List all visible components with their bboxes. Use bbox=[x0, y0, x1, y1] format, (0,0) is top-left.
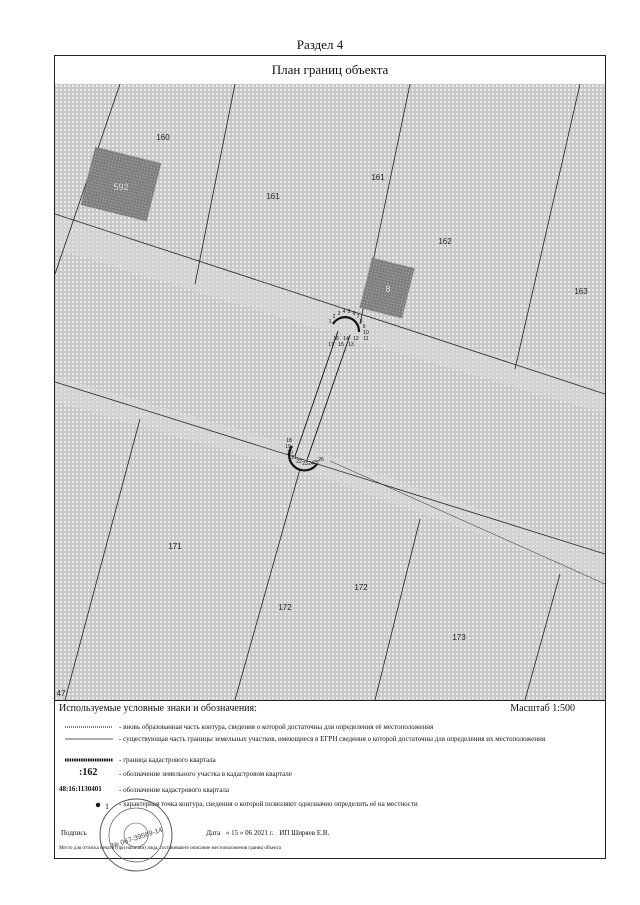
parcel-label: 162 bbox=[438, 237, 452, 246]
point-label: 1 bbox=[328, 319, 332, 325]
legend-item-text: - вновь образованная часть контура, сведения о которой достаточны для определения её местоположения bbox=[119, 723, 434, 731]
point-label: 20 bbox=[287, 450, 293, 456]
point-label: 26 bbox=[318, 457, 324, 463]
parcel-label: 172 bbox=[354, 583, 368, 592]
date-label: Дата bbox=[206, 829, 221, 837]
point-label: 2 bbox=[332, 314, 336, 320]
parcel-label: 160 bbox=[156, 133, 170, 142]
signature-row bbox=[61, 829, 333, 837]
legend-item-text: - характерная точка контура, сведения о которой позволяют однозначно определить её на местности bbox=[119, 800, 418, 808]
building-label: 592 bbox=[113, 182, 129, 192]
map-svg bbox=[55, 84, 605, 700]
legend-item bbox=[55, 783, 605, 795]
parcel-label: 172 bbox=[278, 603, 292, 612]
point-label: 19 bbox=[285, 444, 291, 450]
legend-item bbox=[55, 733, 605, 745]
existing-boundary-symbol bbox=[61, 733, 117, 745]
parcel-symbol: :162 bbox=[79, 767, 98, 778]
point-label: 21 bbox=[291, 455, 297, 461]
new-contour-symbol bbox=[61, 721, 117, 733]
boundary-map bbox=[55, 84, 605, 701]
signature-label: Подпись bbox=[61, 829, 87, 837]
point-label: 4 bbox=[342, 309, 346, 315]
scale-label: Масштаб 1:500 bbox=[510, 703, 575, 714]
building-label: 8 bbox=[385, 284, 391, 294]
legend-item bbox=[55, 767, 605, 779]
point-label: 7 bbox=[356, 314, 360, 320]
quarter-symbol: 48:16:1130401 bbox=[59, 785, 102, 793]
point-symbol: 1 bbox=[105, 802, 109, 811]
point-label: 13 bbox=[348, 342, 354, 348]
point-label: 14 bbox=[343, 336, 349, 342]
signer-name: ИП Ширяев Е.В. bbox=[279, 829, 330, 837]
section-title: Раздел 4 bbox=[296, 37, 344, 52]
footnote: Место для оттиска печати (при наличии) лица, составившего описание местоположения границ объекта bbox=[59, 846, 281, 851]
legend-heading: Используемые условные знаки и обозначения: bbox=[59, 703, 257, 714]
stamp-number: № 067-39569-14 bbox=[110, 826, 164, 850]
point-label: 11 bbox=[363, 336, 369, 342]
parcel-label: 173 bbox=[452, 633, 466, 642]
point-label: 24 bbox=[308, 461, 314, 467]
point-label: 6 bbox=[352, 311, 356, 317]
point-label: 8 bbox=[359, 319, 363, 325]
plan-title: План границ объекта bbox=[55, 56, 605, 85]
parcel-label: 163 bbox=[574, 287, 588, 296]
parcel-label: 161 bbox=[266, 192, 280, 201]
legend-item-text: - обозначение земельного участка в кадастровом квартале bbox=[119, 770, 292, 778]
point-label: 22 bbox=[296, 459, 302, 465]
point-label: 10 bbox=[363, 330, 369, 336]
point-label: 25 bbox=[313, 460, 319, 466]
legend-item-text: - существующая часть границы земельных участков, имеющиеся в ЕГРН сведения о которой достаточны для определения их местоположения bbox=[119, 735, 546, 743]
legend-section bbox=[55, 701, 605, 858]
point-label: 17 bbox=[328, 342, 334, 348]
quarter-boundary-symbol bbox=[61, 754, 117, 766]
document-frame bbox=[54, 55, 606, 859]
legend-item bbox=[55, 721, 605, 733]
point-label: 9 bbox=[362, 324, 366, 330]
legend-item-text: - граница кадастрового квартала bbox=[119, 756, 216, 764]
parcel-label: 171 bbox=[168, 542, 182, 551]
date-value: « 15 » 06 2021 г. bbox=[225, 829, 274, 837]
point-label: 5 bbox=[347, 309, 351, 315]
point-label: 3 bbox=[337, 311, 341, 317]
parcel-label: 47 bbox=[56, 689, 66, 698]
point-label: 18 bbox=[286, 438, 292, 444]
point-label: 12 bbox=[353, 336, 359, 342]
point-label: 15 bbox=[338, 342, 344, 348]
point-label: 16 bbox=[333, 336, 339, 342]
parcel-label: 161 bbox=[371, 173, 385, 182]
legend-item-text: - обозначение кадастрового квартала bbox=[119, 786, 230, 794]
legend-item bbox=[55, 754, 605, 766]
point-label: 23 bbox=[302, 461, 308, 467]
